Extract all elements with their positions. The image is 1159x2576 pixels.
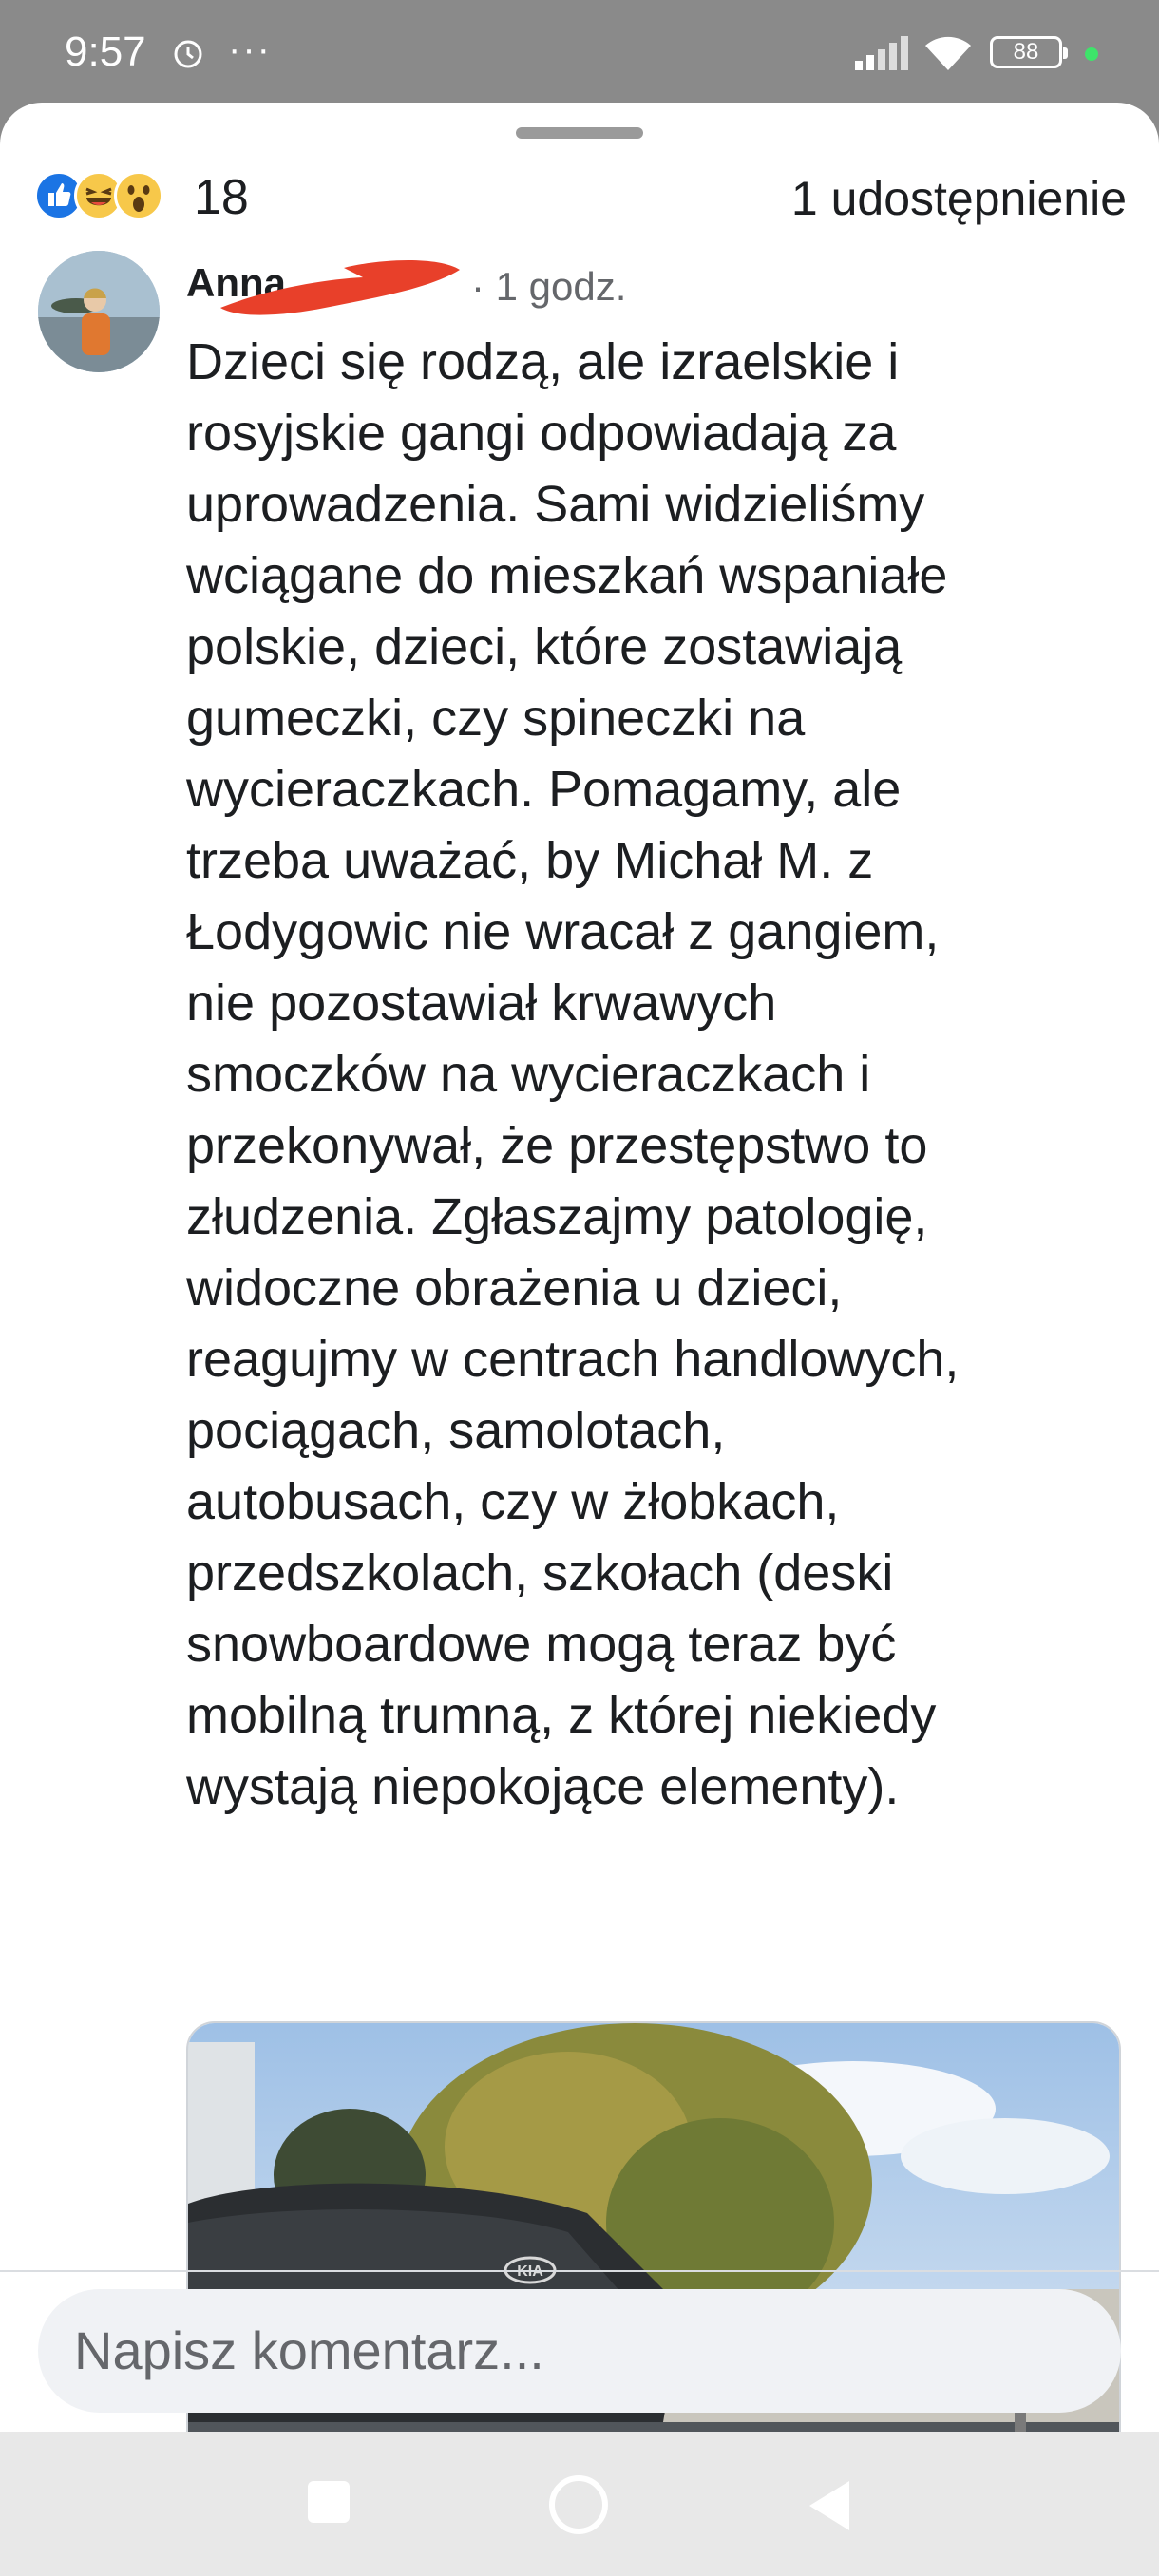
comment-line: nie pozostawiał krwawych xyxy=(186,975,777,1032)
avatar[interactable] xyxy=(38,251,160,372)
comment-line: przekonywał, że przestępstwo to xyxy=(186,1117,928,1174)
comment-line: snowboardowe mogą teraz być xyxy=(186,1616,897,1673)
comment-line: Łodygowic nie wracał z gangiem, xyxy=(186,903,940,960)
drag-handle[interactable] xyxy=(516,127,643,139)
author-line xyxy=(186,260,1041,313)
comment-line: trzeba uważać, by Michał M. z xyxy=(186,832,874,889)
comment-input-placeholder: Napisz komentarz... xyxy=(74,2320,544,2380)
home-button[interactable] xyxy=(547,2473,610,2541)
shares-count[interactable]: 1 udostępnienie xyxy=(790,172,1127,225)
comment-line: wystają niepokojące elementy). xyxy=(186,1758,900,1815)
comment-line: mobilną trumną, z której niekiedy xyxy=(186,1687,937,1744)
privacy-indicator xyxy=(1085,47,1098,61)
wow-reaction-icon[interactable] xyxy=(114,171,163,220)
back-button[interactable] xyxy=(808,2479,851,2537)
comment-line: pociągach, samolotach, xyxy=(186,1402,726,1459)
status-more-icon: ··· xyxy=(228,28,272,70)
comment-line: polskie, dzieci, które zostawiają xyxy=(186,618,902,675)
comment-line: złudzenia. Zgłaszajmy patologię, xyxy=(186,1188,928,1245)
comment-line: autobusach, czy w żłobkach, xyxy=(186,1473,840,1530)
comment-line: smoczków na wycieraczkach i xyxy=(186,1046,871,1103)
comment-line: wciągane do mieszkań wspaniałe xyxy=(186,547,948,604)
status-bar xyxy=(0,0,1159,104)
composer-divider xyxy=(0,2270,1159,2272)
comment-line: Dzieci się rodzą, ale izraelskie i xyxy=(186,333,900,390)
comment-time: · 1 godz. xyxy=(471,264,627,309)
comment-line: rosyjskie gangi odpowiadają za xyxy=(186,405,897,462)
comment-line: gumeczki, czy spineczki na xyxy=(186,690,806,747)
comment-text xyxy=(186,327,1136,1823)
reactions-count[interactable]: 18 xyxy=(194,170,249,225)
comment-line: przedszkolach, szkołach (deski xyxy=(186,1544,894,1601)
comment-line: widoczne obrażenia u dzieci, xyxy=(186,1260,843,1316)
comment-input[interactable] xyxy=(38,2289,1121,2413)
reactions-row xyxy=(34,163,1127,224)
alarm-icon xyxy=(171,36,205,75)
battery-icon: 88 xyxy=(990,36,1062,68)
navigation-bar xyxy=(0,2432,1159,2576)
recent-apps-button[interactable] xyxy=(306,2479,352,2529)
redaction-scribble xyxy=(211,251,467,331)
status-time: 9:57 xyxy=(65,28,146,75)
comment-line: reagujmy w centrach handlowych, xyxy=(186,1331,960,1388)
author-name[interactable]: Anna xyxy=(186,260,286,305)
comments-sheet xyxy=(0,103,1159,2576)
comment-line: uprowadzenia. Sami widzieliśmy xyxy=(186,476,925,533)
wifi-icon xyxy=(922,32,975,77)
signal-icon xyxy=(855,36,908,75)
comment-line: wycieraczkach. Pomagamy, ale xyxy=(186,761,902,818)
